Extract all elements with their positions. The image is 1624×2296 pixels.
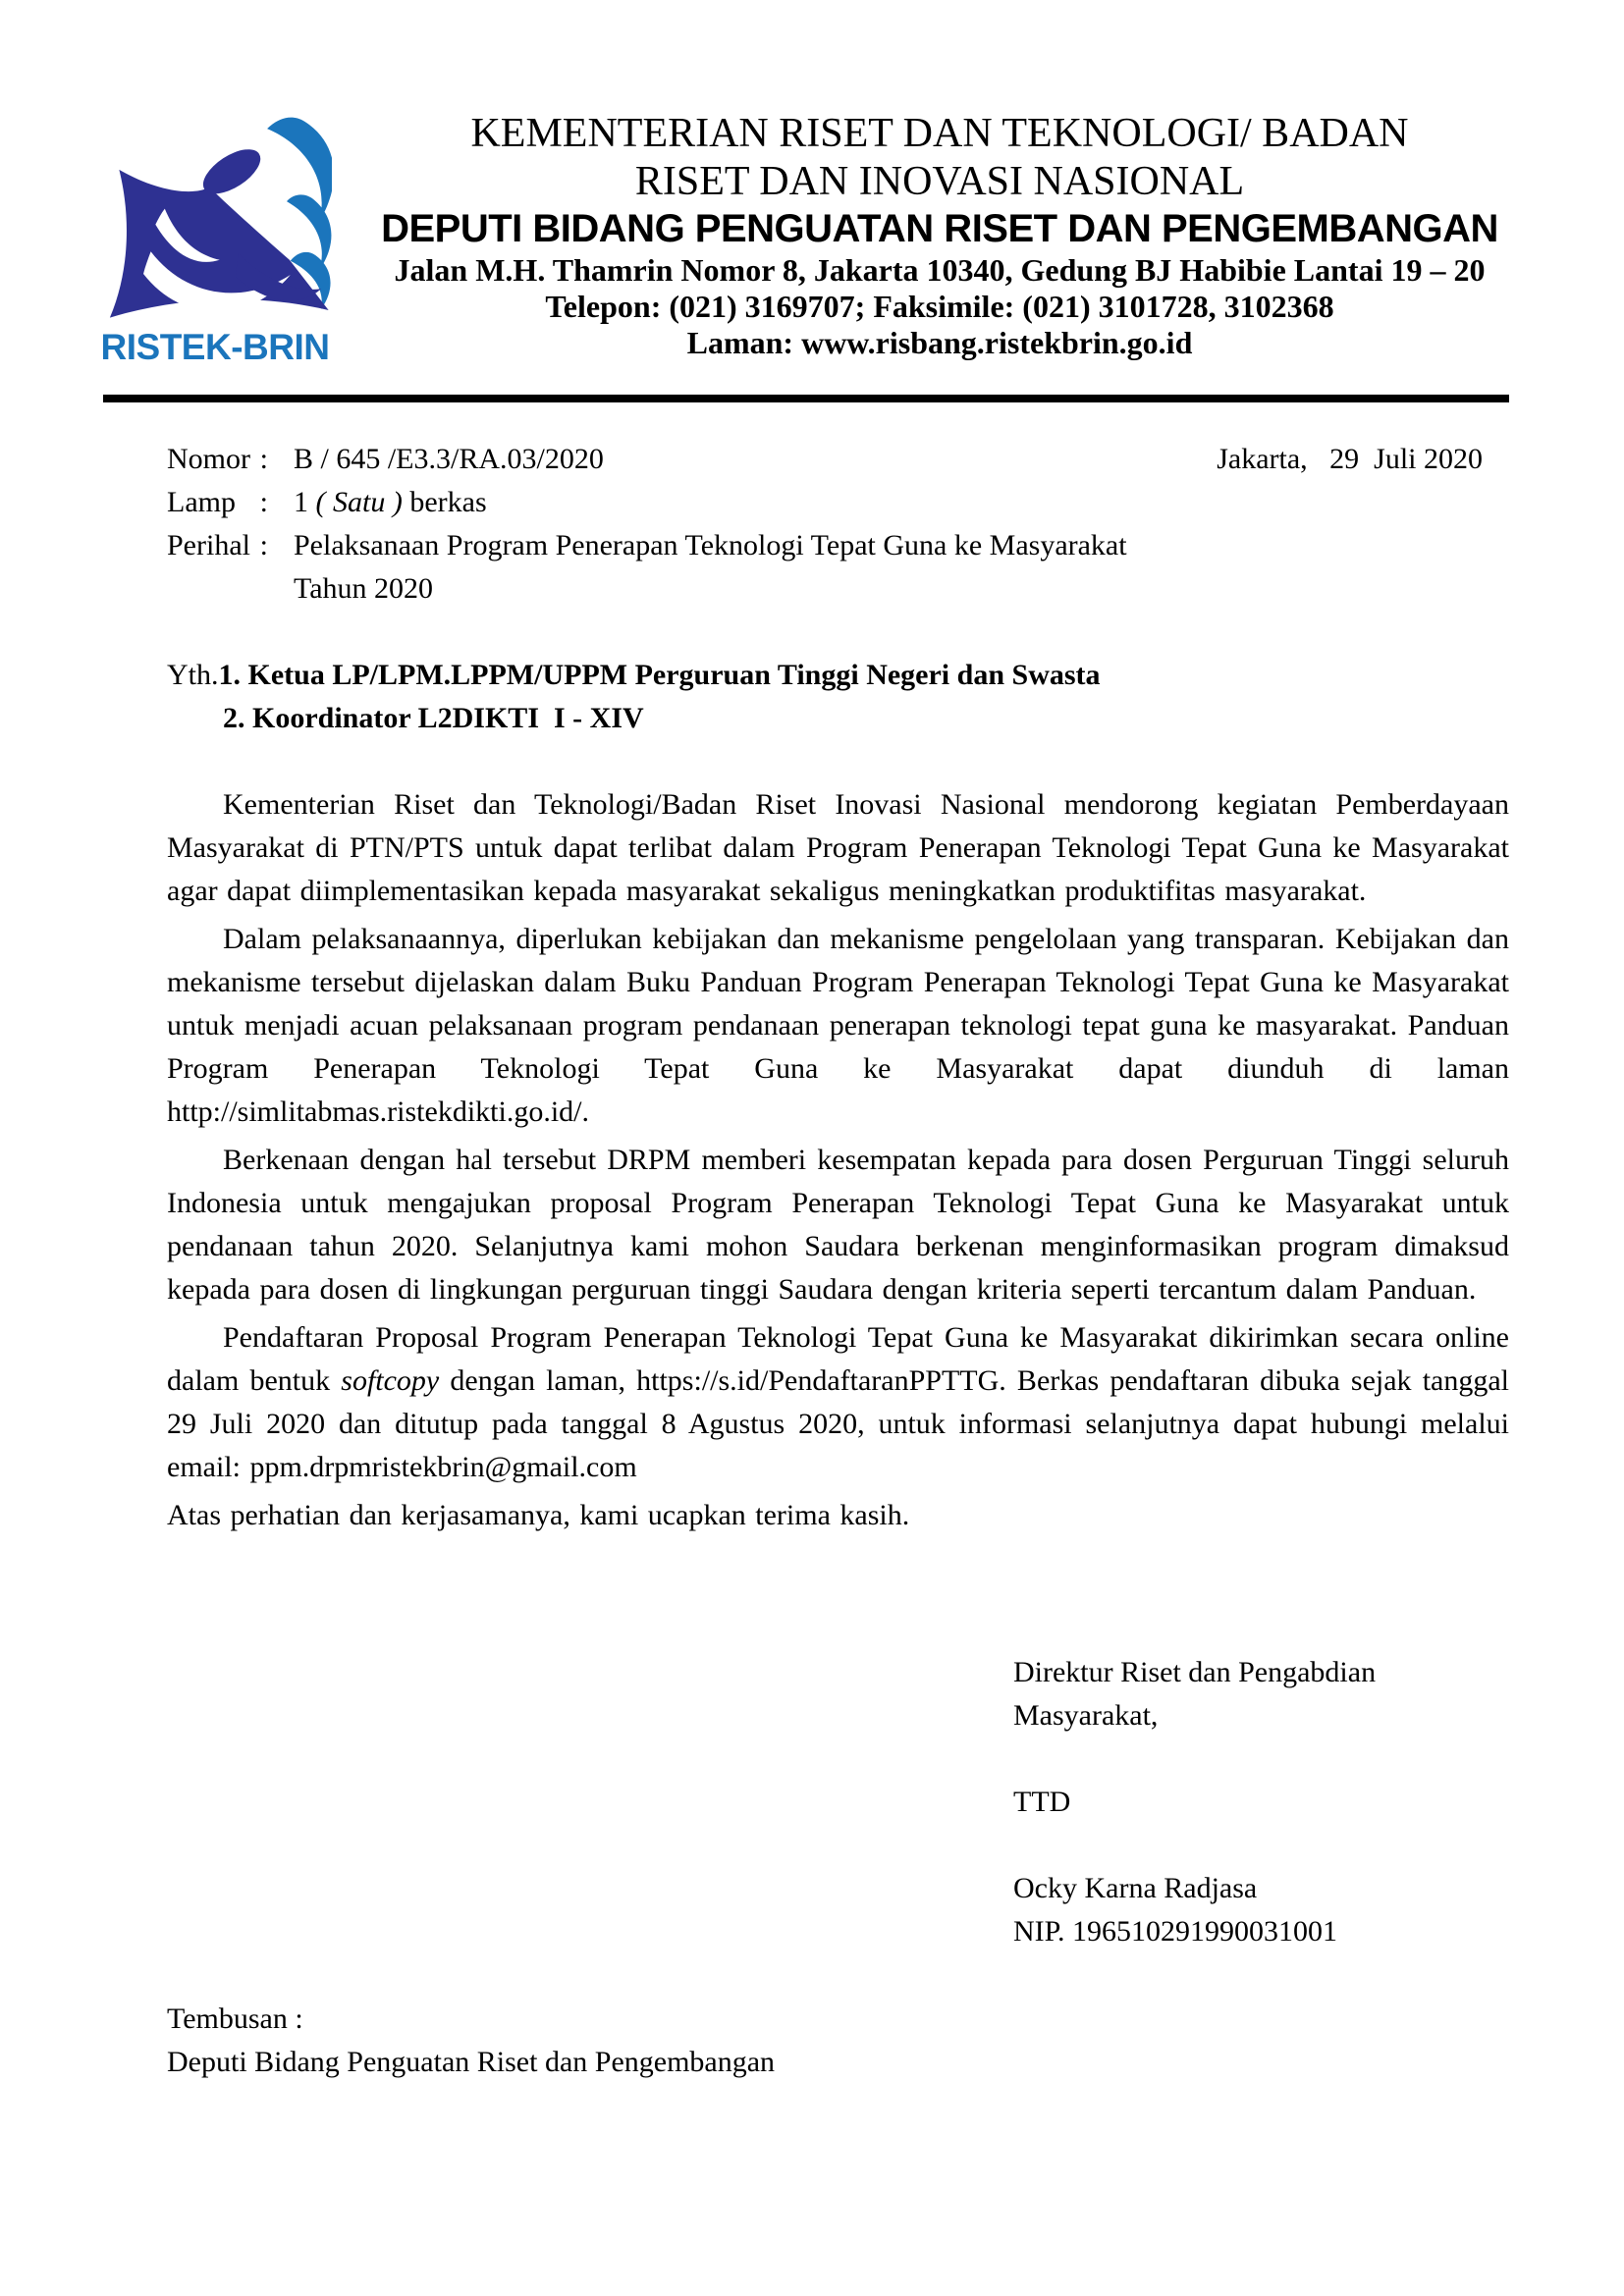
letter-meta bbox=[167, 438, 1509, 611]
letter-date: Jakarta, 29 Juli 2020 bbox=[1217, 443, 1483, 475]
website-line: Laman: www.risbang.ristekbrin.go.id bbox=[686, 325, 1193, 360]
perihal-value-line2: Tahun 2020 bbox=[294, 572, 434, 605]
recipient-line1: 1. Ketua LP/LPM.LPPM/UPPM Perguruan Tinggi Negeri dan Swasta bbox=[218, 659, 1101, 691]
ttd-label: TTD bbox=[1013, 1786, 1071, 1818]
ristek-brin-logo-graphic bbox=[98, 114, 332, 328]
paragraph-4: Pendaftaran Proposal Program Penerapan Teknologi Tepat Guna ke Masyarakat dikirimkan secara online dalam bentuk softcopy dengan laman, https://s.id/PendaftaranPPTTG. Berkas pendaftaran dibuka sejak tanggal 29 Juli 2020 dan ditutup pada tanggal 8 Agustus 2020, untuk informasi selanjutnya dapat hubungi melalui email: ppm.drpmristekbrin@gmail.com bbox=[167, 1321, 1510, 1483]
salutation: Yth. bbox=[167, 659, 219, 691]
tembusan-line1: Deputi Bidang Penguatan Riset dan Pengembangan bbox=[167, 2046, 776, 2078]
logo-wordmark: RISTEK-BRIN bbox=[100, 327, 330, 367]
tembusan-block bbox=[167, 1998, 1247, 2084]
lamp-colon: : bbox=[259, 486, 268, 518]
ministry-name-line2: RISET DAN INOVASI NASIONAL bbox=[634, 159, 1245, 204]
lamp-label: Lamp bbox=[167, 486, 236, 518]
lamp-value-italic: ( Satu ) bbox=[315, 486, 403, 518]
meta-row-perihal bbox=[167, 524, 1509, 567]
tembusan-label: Tembusan : bbox=[167, 2002, 303, 2035]
deputy-name: DEPUTI BIDANG PENGUATAN RISET DAN PENGEMBANGAN bbox=[381, 207, 1498, 250]
signature-block bbox=[1013, 1651, 1524, 1953]
nomor-colon: : bbox=[259, 443, 268, 475]
closing-line: Atas perhatian dan kerjasamanya, kami ucapkan terima kasih. bbox=[167, 1499, 910, 1531]
lamp-value: 1 ( Satu ) berkas bbox=[294, 486, 487, 518]
signer-name: Ocky Karna Radjasa bbox=[1013, 1872, 1258, 1904]
signer-title-line1: Direktur Riset dan Pengabdian bbox=[1013, 1656, 1377, 1688]
softcopy-italic: softcopy bbox=[341, 1364, 440, 1397]
perihal-label: Perihal bbox=[167, 529, 250, 561]
paragraph-2: Dalam pelaksanaannya, diperlukan kebijakan dan mekanisme pengelolaan yang transparan. Kebijakan dan mekanisme tersebut dijelaskan dalam Buku Panduan Program Penerapan Teknologi Tepat Guna ke Masyarakat untuk menjadi acuan pelaksanaan program pendanaan penerapan teknologi tepat guna ke masyarakat. Panduan Program Penerapan Teknologi Tepat Guna ke Masyarakat dapat diunduh di laman http://simlitabmas.ristekdikti.go.id/. bbox=[167, 923, 1509, 1128]
letterhead-divider bbox=[103, 395, 1509, 402]
phone-line: Telepon: (021) 3169707; Faksimile: (021) 3101728, 3102368 bbox=[545, 289, 1334, 324]
paragraph-1: Kementerian Riset dan Teknologi/Badan Riset Inovasi Nasional mendorong kegiatan Pemberdayaan Masyarakat di PTN/PTS untuk dapat terlibat dalam Program Penerapan Teknologi Tepat Guna ke Masyarakat agar dapat diimplementasikan kepada masyarakat sekaligus meningkatkan produktifitas masyarakat. bbox=[167, 788, 1509, 907]
letter-body bbox=[167, 783, 1509, 1537]
signer-nip: NIP. 196510291990031001 bbox=[1013, 1915, 1338, 1948]
signer-title-line2: Masyarakat, bbox=[1013, 1699, 1159, 1732]
ristek-brin-logo bbox=[98, 114, 338, 367]
letterhead bbox=[351, 110, 1529, 361]
meta-row-perihal-cont bbox=[167, 567, 1509, 611]
perihal-colon: : bbox=[259, 529, 268, 561]
nomor-label: Nomor bbox=[167, 443, 250, 475]
meta-row-lamp bbox=[167, 481, 1509, 524]
perihal-value: Pelaksanaan Program Penerapan Teknologi Tepat Guna ke Masyarakat bbox=[294, 529, 1127, 561]
ministry-name-line1: KEMENTERIAN RISET DAN TEKNOLOGI/ BADAN bbox=[470, 111, 1409, 156]
nomor-value: B / 645 /E3.3/RA.03/2020 bbox=[294, 443, 604, 475]
paragraph-3: Berkenaan dengan hal tersebut DRPM memberi kesempatan kepada para dosen Perguruan Tinggi seluruh Indonesia untuk mengajukan proposal Program Penerapan Teknologi Tepat Guna ke Masyarakat untuk pendanaan tahun 2020. Selanjutnya kami mohon Saudara berkenan menginformasikan program dimaksud kepada para dosen di lingkungan perguruan tinggi Saudara dengan kriteria seperti tercantum dalam Panduan. bbox=[167, 1144, 1509, 1306]
recipient-block bbox=[167, 654, 1509, 740]
recipient-line2: 2. Koordinator L2DIKTI I - XIV bbox=[223, 702, 644, 734]
address-line: Jalan M.H. Thamrin Nomor 8, Jakarta 10340, Gedung BJ Habibie Lantai 19 – 20 bbox=[394, 252, 1486, 288]
